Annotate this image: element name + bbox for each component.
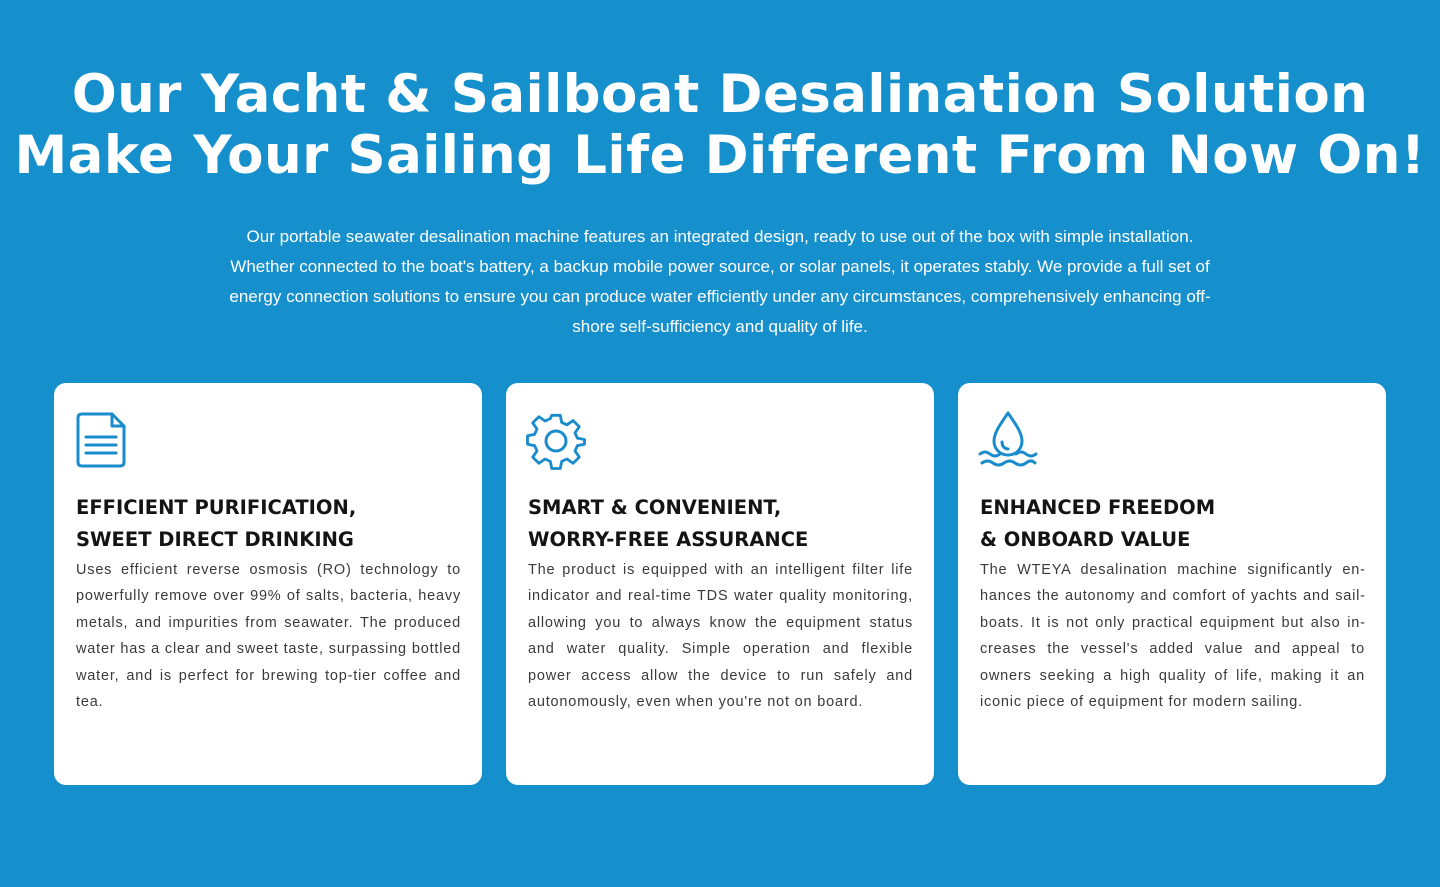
card-heading-line-1: SMART & CONVENIENT, (528, 496, 782, 519)
card-body: The WTEYA desalination machine significantly enhances the autonomy and comfort of yachts and sailboats. It is not only practical equipment but also increases the vessel's added value and appeal to owners seeking a high quality of life, making it an iconic piece of equipment for modern sailing. (980, 562, 1365, 711)
card-heading-line-1: EFFICIENT PURIFICATION, (76, 496, 357, 519)
card-heading (528, 492, 913, 556)
hero-intro-line-4: shore self-sufficiency and quality of life. (572, 317, 868, 336)
card-heading (980, 492, 1365, 556)
card-heading (76, 492, 461, 556)
hero-intro-line-3: energy connection solutions to ensure you can produce water efficiently under any circumstances, comprehensively enhancing off- (229, 287, 1211, 306)
hero-intro-line-1: Our portable seawater desalination machine features an integrated design, ready to use out of the box with simple installation. (246, 227, 1194, 246)
hero-title-line-2: Make Your Sailing Life Different From Now On! (14, 125, 1426, 186)
hero-intro (150, 222, 1290, 342)
hero-title (0, 64, 1440, 186)
card-heading-line-2: SWEET DIRECT DRINKING (76, 528, 354, 551)
gear-icon (526, 410, 586, 470)
card-body: The product is equipped with an intelligent filter life indicator and real-time TDS water quality monitoring, allowing you to always know the equipment status and water quality. Simple operation and flexible power access allow the device to run safely and autonomously, even when you're not on board. (528, 562, 913, 711)
hero-intro-line-2: Whether connected to the boat's battery, a backup mobile power source, or solar panels, it operates stably. We provide a full set of (230, 257, 1210, 276)
card-heading-line-2: & ONBOARD VALUE (980, 528, 1191, 551)
card-body: Uses efficient reverse osmosis (RO) technology to powerfully remove over 99% of salts, bacteria, heavy metals, and impurities from seawater. The produced water has a clear and sweet taste, surpassing bottled water, and is perfect for brewing top-tier coffee and tea. (76, 562, 461, 711)
feature-card-freedom (958, 383, 1386, 785)
card-heading-line-2: WORRY-FREE ASSURANCE (528, 528, 809, 551)
water-drop-waves-icon (978, 410, 1038, 470)
card-heading-line-1: ENHANCED FREEDOM (980, 496, 1216, 519)
feature-card-smart (506, 383, 934, 785)
hero-title-line-1: Our Yacht & Sailboat Desalination Solution (71, 64, 1369, 125)
document-icon (74, 410, 134, 470)
feature-card-purification (54, 383, 482, 785)
